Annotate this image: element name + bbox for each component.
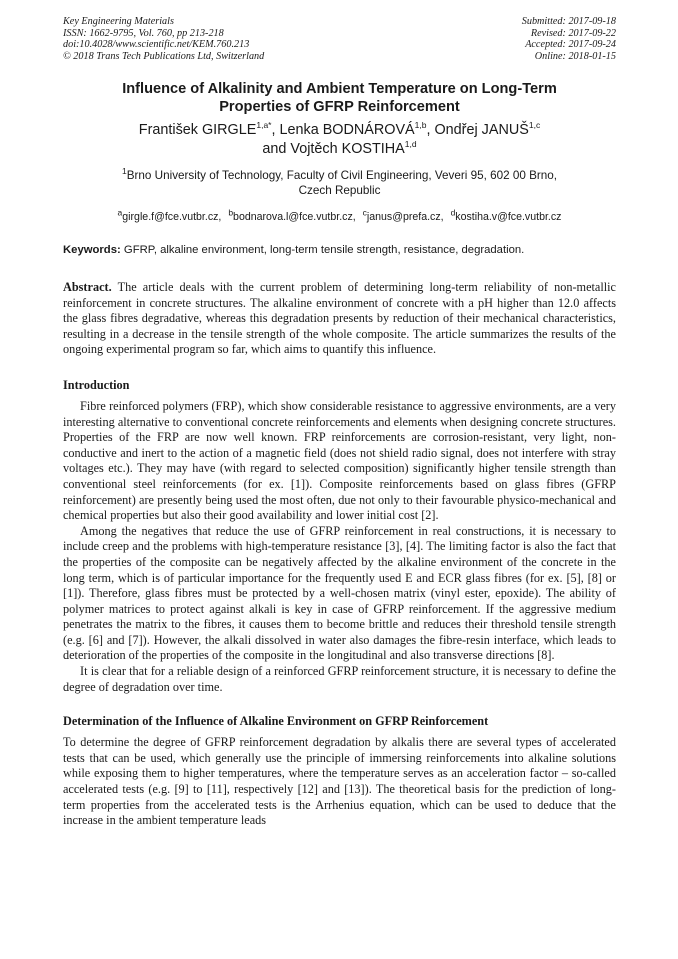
author-separator: , [271,122,280,138]
author-emails [63,207,616,224]
author-row-1 [63,121,616,140]
date-accepted: Accepted: 2017-09-24 [525,39,616,50]
journal-name: Key Engineering Materials [63,16,174,27]
author-and: and [262,141,291,157]
affiliation-line-1 [63,168,616,183]
email-superscript: d [450,207,456,218]
introduction-paragraph-2: Among the negatives that reduce the use of GFRP reinforcement in real constructions, it is necessary to include creep and the problems with high-temperature resistance [3], [4]. The limiting factor is also the fact that the properties of the composite can be negatively affected by the alkaline environment of the concrete in the long term, which is of particular importance for the frequently used E and ECR glass fibres (for ex. [5], [8] or [1]). Therefore, glass fibres must be protected by a well-chosen matrix (vinyl ester, epoxide). The ability of polymer matrices to protect against alkali is key in case of GFRP reinforcement. If the aggressive medium penetrates the matrix to the fibres, it causes them to become brittle and reduces their threshold tensile strength (e.g. [6] and [7]). However, the alkali dissolved in water also damages the fibre-resin interface, which leads to deterioration of the properties of the composite in the longitudinal and also transverse directions [8]. [63,523,616,663]
keywords [63,243,616,258]
paper-title [63,80,616,116]
abstract-label: Abstract. [63,280,112,294]
email-address: girgle.f@fce.vutbr.cz, [122,211,222,223]
abstract-text: The article deals with the current problem of determining long-term reliability of non-metallic reinforcement in concrete structures. The alkaline environment of concrete with a pH higher than 12.0 affects the glass fibres degradative, whereas this degradation presents by reduction of their mechanical characteristics, resulting in a decrease in the tensile strength of the whole composite. The article summarizes the results of the ongoing experimental program so far, which aims to quantify this influence. [63,280,616,357]
author-superscript: 1,a* [256,120,272,131]
email-address: janus@prefa.cz, [366,211,444,223]
keywords-label: Keywords: [63,244,121,256]
author-superscript: 1,b [414,120,427,131]
journal-copyright: © 2018 Trans Tech Publications Ltd, Switzerland [63,50,265,62]
journal-issn: ISSN: 1662-9795, Vol. 760, pp 213-218 [63,27,224,39]
section-alkaline-paragraph: To determine the degree of GFRP reinforcement degradation by alkalis there are several types of accelerated tests that can be used, which generally use the principle of immersing reinforcements into alkaline solutions while exposing them to higher temperatures, where the temperature serves as an acceleration factor – so-called accelerated tests (e.g. [9] to [11], respectively [12] and [13]). The theoretical basis for the prediction of long-term properties from the accelerated tests is the Arrhenius equation, which can be used to deduce that the increase in the ambient temperature leads [63,735,616,828]
author-name: Ondřej JANUŠ [434,122,529,138]
email-entry [228,207,356,223]
journal-doi: doi:10.4028/www.scientific.net/KEM.760.213 [63,39,250,50]
introduction-paragraph-3: It is clear that for a reliable design of a reinforced GFRP reinforcement structure, it is necessary to define the degree of degradation over time. [63,664,616,694]
affiliation-text: Brno University of Technology, Faculty of Civil Engineering, Veveri 95, 602 00 Brno, [126,169,558,182]
author-list [63,121,616,159]
email-address: kostiha.v@fce.vutbr.cz [455,211,562,223]
title-line-2: Properties of GFRP Reinforcement [219,99,460,115]
publication-dates [522,16,616,62]
author-superscript: 1,c [528,120,541,131]
introduction-heading: Introduction [63,377,130,392]
date-revised: Revised: 2017-09-22 [530,27,616,39]
journal-header [63,16,616,62]
author-separator: , [426,122,435,138]
introduction-paragraph-1: Fibre reinforced polymers (FRP), which show considerable resistance to aggressive environments, are a very interesting alternative to conventional concrete reinforcements and elements when designing concrete structures. Properties of the FRP are now well known. FRP reinforcements are corrosion-resistant, very light, non-conductive and inert to the action of a magnetic field (does not shield radio signal, does not interfere with stray voltages etc.). They may have (with regard to selected composition) significantly higher tensile strength than conventional steel reinforcements (for ex. [1]). Composite reinforcements based on glass fibres (GFRP reinforcement) are presently being used the most often, due not only to their favourable physico-mechanical and chemical properties but also their good availability and lower initial cost [2]. [63,398,616,523]
author-name: František GIRGLE [138,122,257,138]
affiliation-line-2: Czech Republic [298,184,381,197]
email-superscript: c [362,207,367,218]
section-heading-alkaline: Determination of the Influence of Alkaline Environment on GFRP Reinforcement [63,714,489,729]
journal-info [63,16,264,62]
affiliation [63,168,616,198]
date-submitted: Submitted: 2017-09-18 [521,16,616,27]
author-name: Vojtěch KOSTIHA [290,141,405,157]
affiliation-superscript: 1 [121,166,127,177]
email-superscript: b [228,207,234,218]
title-line-1: Influence of Alkalinity and Ambient Temperature on Long-Term [122,81,557,97]
date-online: Online: 2018-01-15 [534,50,616,62]
author-name: Lenka BODNÁROVÁ [279,122,415,138]
abstract [63,280,616,358]
email-superscript: a [117,207,123,218]
email-address: bodnarova.l@fce.vutbr.cz, [233,211,356,223]
keywords-text: GFRP, alkaline environment, long-term tensile strength, resistance, degradation. [120,244,525,256]
author-row-2 [63,140,616,159]
author-superscript: 1,d [404,139,417,150]
email-entry [450,207,562,223]
email-entry [117,207,222,223]
email-entry [362,207,444,223]
